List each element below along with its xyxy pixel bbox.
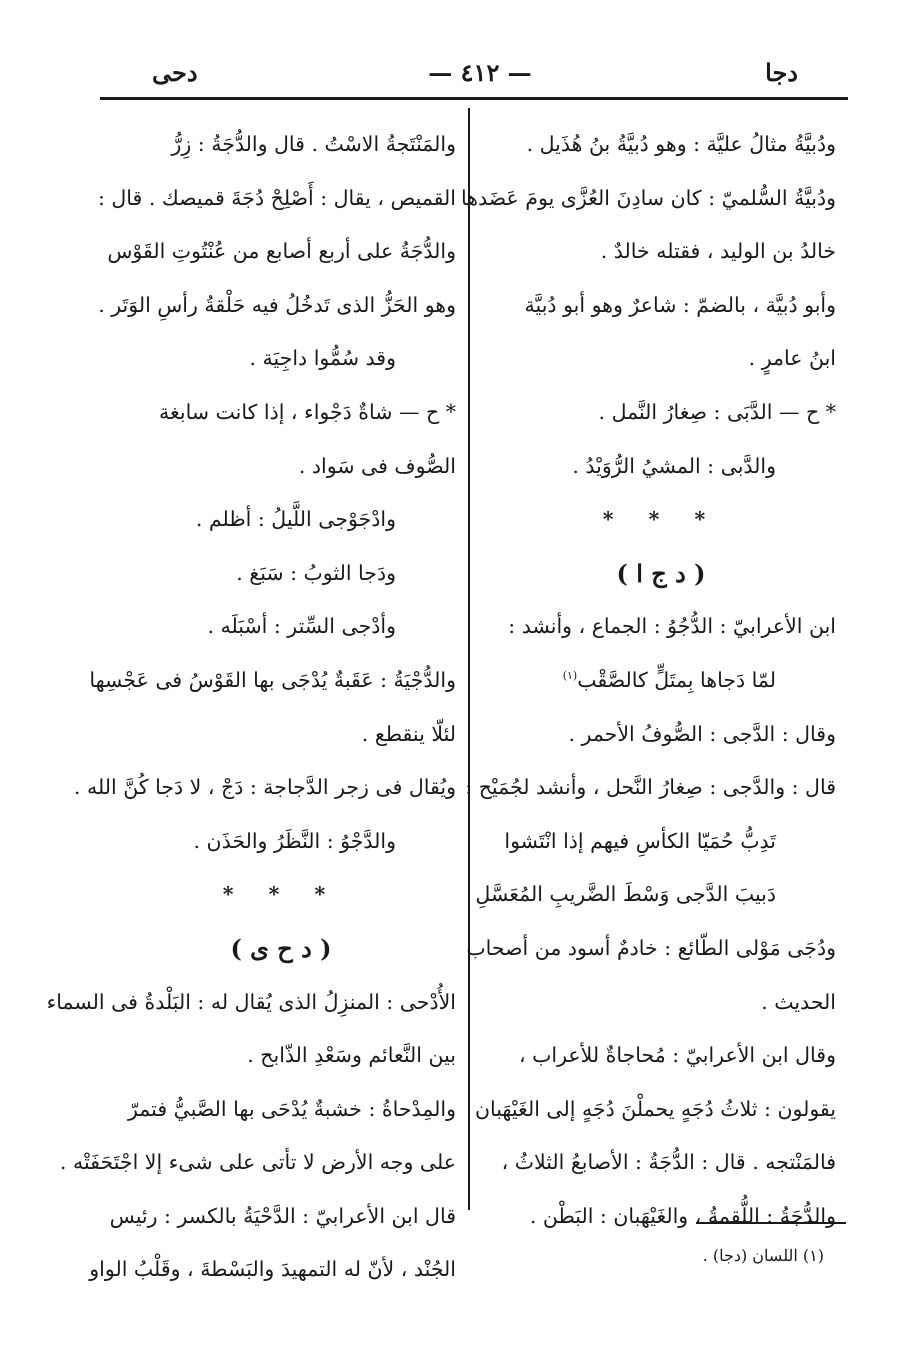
footnote: (١) اللسان (دجا) . <box>702 1246 824 1265</box>
left-column <box>46 118 456 1297</box>
text-line: وأبو دُبيَّة ، بالضمّ : شاعرٌ وهو أبو دُبيَّة <box>524 292 836 317</box>
column-divider <box>468 108 470 1210</box>
footnote-rule <box>696 1222 846 1224</box>
text-line: خالدُ بن الوليد ، فقتله خالدٌ . <box>600 239 836 264</box>
text-line: الصُّوف فى سَواد . <box>298 453 456 478</box>
verse-line: تَدِبُّ حُمَيّا الكأسِ فيهم إذا انْتَشوا <box>504 828 776 853</box>
text-line: قال : والدَّجى : صِغارُ النَّحل ، وأنشد لجُمَيْح : <box>465 775 836 800</box>
text-line: ودُجَى مَوْلى الطّائع : خادمٌ أسود من أصحاب <box>466 935 836 960</box>
header-rule <box>100 97 848 100</box>
text-line: وادْجَوْجى اللَّيلُ : أظلم . <box>195 507 396 532</box>
text-line: والدُّجْيَةُ : عَقَبةٌ يُدْجَى بها القَوْسُ فى عَجْسِها <box>89 667 456 692</box>
text-line: ودُبيَّةُ السُّلميّ : كان سادِنَ العُزَّى يومَ عَضَدها <box>460 185 836 210</box>
text-line: القميص ، يقال : أَصْلِحْ دُجَةَ قميصك . قال : <box>97 185 456 210</box>
footnote-marker: (١) <box>562 669 578 683</box>
section-separator: * * * <box>602 507 720 532</box>
text-line: وأدْجى السِّتر : أسْبَلَه . <box>207 614 396 639</box>
text-line: ودَجا الثوبُ : سَبَغ . <box>236 560 396 585</box>
right-column <box>460 118 836 1243</box>
text-line: والمَنْتَجةُ الاسْتُ . قال والدُّجَةُ : زِرُّ <box>171 132 456 156</box>
text-line: يقولون : ثلاثُ دُجَهٍ يحملْنَ دُجَهٍ إلى الغَيْهَبان <box>474 1096 836 1121</box>
text-line: بين النَّعائم وسَعْدِ الذّابح . <box>247 1043 456 1068</box>
text-line: ابنُ عامرٍ . <box>748 346 836 371</box>
page-header <box>100 50 850 100</box>
text-line: ودُبيَّةُ مثالُ عليَّة : وهو دُبيَّةُ بنُ هُذَيل . <box>526 132 836 156</box>
verse-line: دَبيبَ الدَّجى وَسْطَ الضَّريبِ المُعَسَّلِ <box>475 882 776 907</box>
text-line: وهو الحَزُّ الذى تَدخُلُ فيه حَلْقةُ رأسِ الوَتَر . <box>98 292 456 317</box>
section-heading: ( د ج ا ) <box>616 558 706 588</box>
page-number: — ٤١٢ — <box>428 58 532 87</box>
text-line: وقال : الدَّجى : الصُّوفُ الأحمر . <box>568 721 836 746</box>
text-line: وقال ابن الأعرابيّ : مُحاجاةٌ للأعراب ، <box>518 1043 836 1068</box>
header-root-right: دجا <box>765 58 798 87</box>
text-line: والدُّجَةُ على أربع أصابع من عُنْتُوتِ القَوْس <box>107 239 456 264</box>
text-line: والدَّجْوُ : النَّظَرُ والحَذَن . <box>193 828 396 853</box>
text-line: فالمَنْتجه . قال : الدُّجَةُ : الأصابعُ الثلاثُ ، <box>501 1150 836 1175</box>
section-separator: * * * <box>222 882 340 907</box>
text-line: ابن الأعرابيّ : الدُّجُوُ : الجماع ، وأنشد : <box>508 614 836 639</box>
text-line: وقد سُمُّوا داجِيَة . <box>249 346 396 371</box>
text-line: * ح — الدَّبَى : صِغارُ النَّمل . <box>598 399 836 424</box>
text-line: الأُدْحى : المنزِلُ الذى يُقال له : البَلْدةُ فى السماء <box>46 989 456 1014</box>
section-heading: ( د ح ى ) <box>230 933 332 963</box>
text-line: لئلّا ينقطع . <box>361 721 456 746</box>
text-line: والدَّبى : المشيُ الرُّوَيْدُ . <box>572 453 776 478</box>
verse-text: لمّا دَجاها بِمتَلٍّ كالصَّقْب <box>577 667 776 692</box>
verse-line <box>486 654 836 708</box>
text-line: ويُقال فى زجر الدَّجاجة : دَجْ ، لا دَجا كُنَّ الله . <box>73 775 456 800</box>
header-root-left: دحى <box>152 58 198 87</box>
text-line: الجُنْد ، لأنّ له التمهيدَ والبَسْطةَ ، وقَلْبُ الواو <box>89 1257 456 1282</box>
text-line: * ح — شاةٌ دَجْواء ، إذا كانت سابغة <box>159 399 456 424</box>
text-line: والمِدْحاةُ : خشبةٌ يُدْحَى بها الصَّبيُّ فتمرّ <box>127 1096 456 1121</box>
text-line: قال ابن الأعرابيّ : الدَّحْيَةُ بالكسر : رئيس <box>109 1203 456 1228</box>
text-line: على وجه الأرض لا تأتى على شىء إلا اجْتَحَفَتْه . <box>59 1150 456 1175</box>
text-line: الحديث . <box>761 989 836 1014</box>
text-line: والدُّجَةُ : اللُّقمةُ ، والغَيْهَبان : البَطْن . <box>529 1203 836 1228</box>
